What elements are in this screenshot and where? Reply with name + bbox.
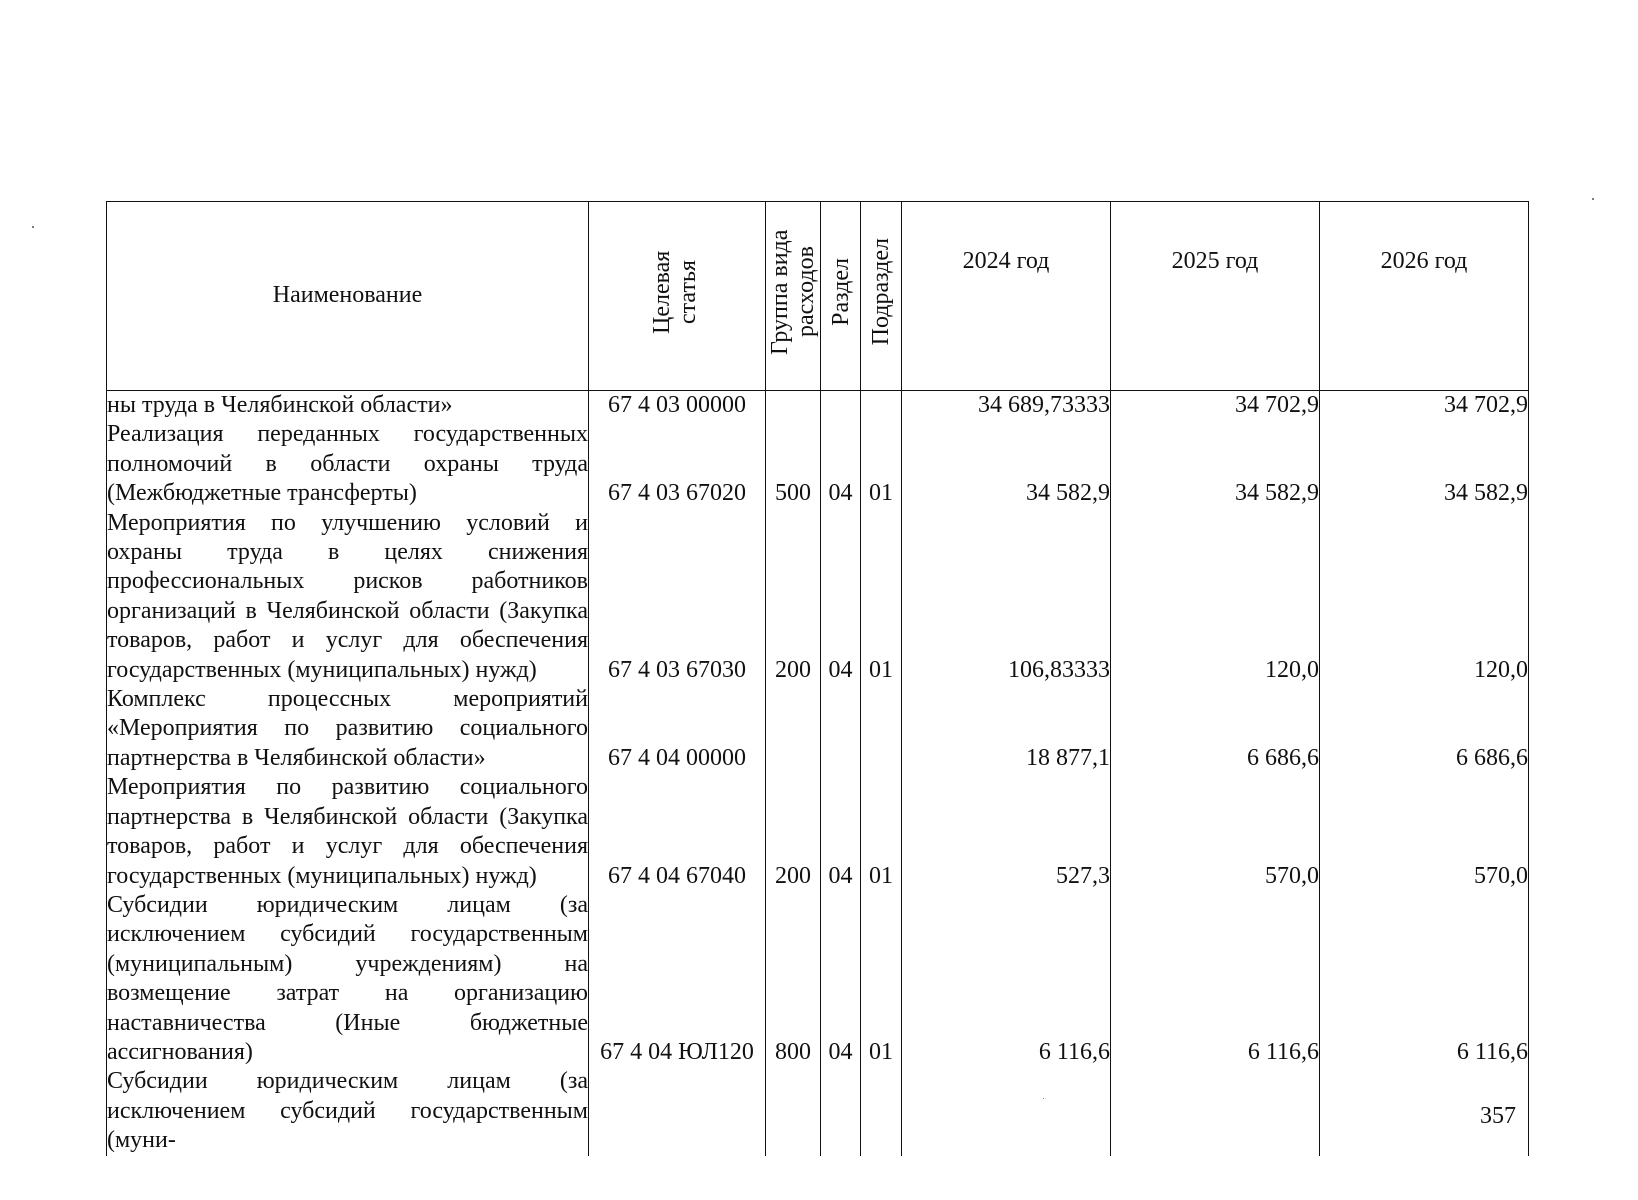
row-name: Реализация переданных государственных полномочий в области охраны труда (Межбюджетные трансферты) <box>107 420 589 508</box>
header-2024: 2024 год <box>902 202 1111 391</box>
empty-cell <box>1111 1067 1320 1155</box>
row-section: 04 <box>821 773 861 891</box>
header-name: Наименование <box>107 202 589 391</box>
row-section: 04 <box>821 891 861 1067</box>
row-group <box>766 391 821 421</box>
row-value-2026: 6 686,6 <box>1320 685 1529 773</box>
row-section <box>821 685 861 773</box>
empty-cell <box>861 1067 902 1155</box>
row-value-2026: 6 116,6 <box>1320 891 1529 1067</box>
header-2026: 2026 год <box>1320 202 1529 391</box>
row-subsection <box>861 391 902 421</box>
table-row <box>107 391 1529 421</box>
header-expense-group: Группа вида расходов <box>766 202 821 391</box>
row-subsection: 01 <box>861 891 902 1067</box>
row-value-2026: 34 702,9 <box>1320 391 1529 421</box>
row-value-2025: 34 702,9 <box>1111 391 1320 421</box>
row-target-code: 67 4 03 67020 <box>589 420 766 508</box>
row-subsection: 01 <box>861 420 902 508</box>
page-number: 357 <box>1480 1103 1516 1129</box>
table-row <box>107 773 1529 891</box>
row-section <box>821 391 861 421</box>
row-name: Мероприятия по улучшению условий и охраны труда в целях снижения профессиональных рисков работников организаций в Челябинской области (Закупка товаров, работ и услуг для обеспечения государственных (муниципальных) нужд) <box>107 509 589 685</box>
empty-cell <box>766 1067 821 1155</box>
row-subsection: 01 <box>861 773 902 891</box>
empty-cell <box>902 1067 1111 1155</box>
row-section: 04 <box>821 509 861 685</box>
row-subsection: 01 <box>861 509 902 685</box>
row-group: 800 <box>766 891 821 1067</box>
header-row <box>107 202 1529 391</box>
empty-cell <box>589 1067 766 1155</box>
row-value-2025: 34 582,9 <box>1111 420 1320 508</box>
row-target-code: 67 4 04 67040 <box>589 773 766 891</box>
header-section: Раздел <box>821 202 861 391</box>
header-target-article: Целевая статья <box>589 202 766 391</box>
scan-speck <box>1043 1098 1044 1099</box>
row-section: 04 <box>821 420 861 508</box>
row-target-code: 67 4 04 ЮЛ120 <box>589 891 766 1067</box>
row-value-2024: 34 582,9 <box>902 420 1111 508</box>
row-value-2024: 34 689,73333 <box>902 391 1111 421</box>
row-value-2025: 6 686,6 <box>1111 685 1320 773</box>
header-2025: 2025 год <box>1111 202 1320 391</box>
row-value-2026: 570,0 <box>1320 773 1529 891</box>
row-name: Комплекс процессных мероприятий «Мероприятия по развитию социального партнерства в Челябинской области» <box>107 685 589 773</box>
row-value-2024: 527,3 <box>902 773 1111 891</box>
row-name: Субсидии юридическим лицам (за исключением субсидий государственным (муни- <box>107 1067 589 1155</box>
row-group: 500 <box>766 420 821 508</box>
scan-speck <box>32 226 34 228</box>
row-name: Мероприятия по развитию социального партнерства в Челябинской области (Закупка товаров, работ и услуг для обеспечения государственных (муниципальных) нужд) <box>107 773 589 891</box>
row-name: Субсидии юридическим лицам (за исключением субсидий государственным (муниципальным) учреждениям) на возмещение затрат на организацию наставничества (Иные бюджетные ассигнования) <box>107 891 589 1067</box>
row-value-2024: 18 877,1 <box>902 685 1111 773</box>
row-name: ны труда в Челябинской области» <box>107 391 589 421</box>
table-row <box>107 891 1529 1067</box>
row-value-2024: 106,83333 <box>902 509 1111 685</box>
table-row-cut <box>107 1067 1529 1155</box>
scan-speck <box>1592 198 1594 200</box>
row-value-2025: 120,0 <box>1111 509 1320 685</box>
empty-cell <box>821 1067 861 1155</box>
budget-table <box>106 201 1529 1156</box>
table-row <box>107 685 1529 773</box>
row-group: 200 <box>766 509 821 685</box>
row-value-2026: 120,0 <box>1320 509 1529 685</box>
row-group: 200 <box>766 773 821 891</box>
row-value-2025: 6 116,6 <box>1111 891 1320 1067</box>
row-value-2024: 6 116,6 <box>902 891 1111 1067</box>
row-value-2025: 570,0 <box>1111 773 1320 891</box>
row-target-code: 67 4 03 67030 <box>589 509 766 685</box>
row-target-code: 67 4 03 00000 <box>589 391 766 421</box>
table-row <box>107 420 1529 508</box>
row-group <box>766 685 821 773</box>
header-subsection: Подраздел <box>861 202 902 391</box>
row-value-2026: 34 582,9 <box>1320 420 1529 508</box>
row-subsection <box>861 685 902 773</box>
table-row <box>107 509 1529 685</box>
row-target-code: 67 4 04 00000 <box>589 685 766 773</box>
